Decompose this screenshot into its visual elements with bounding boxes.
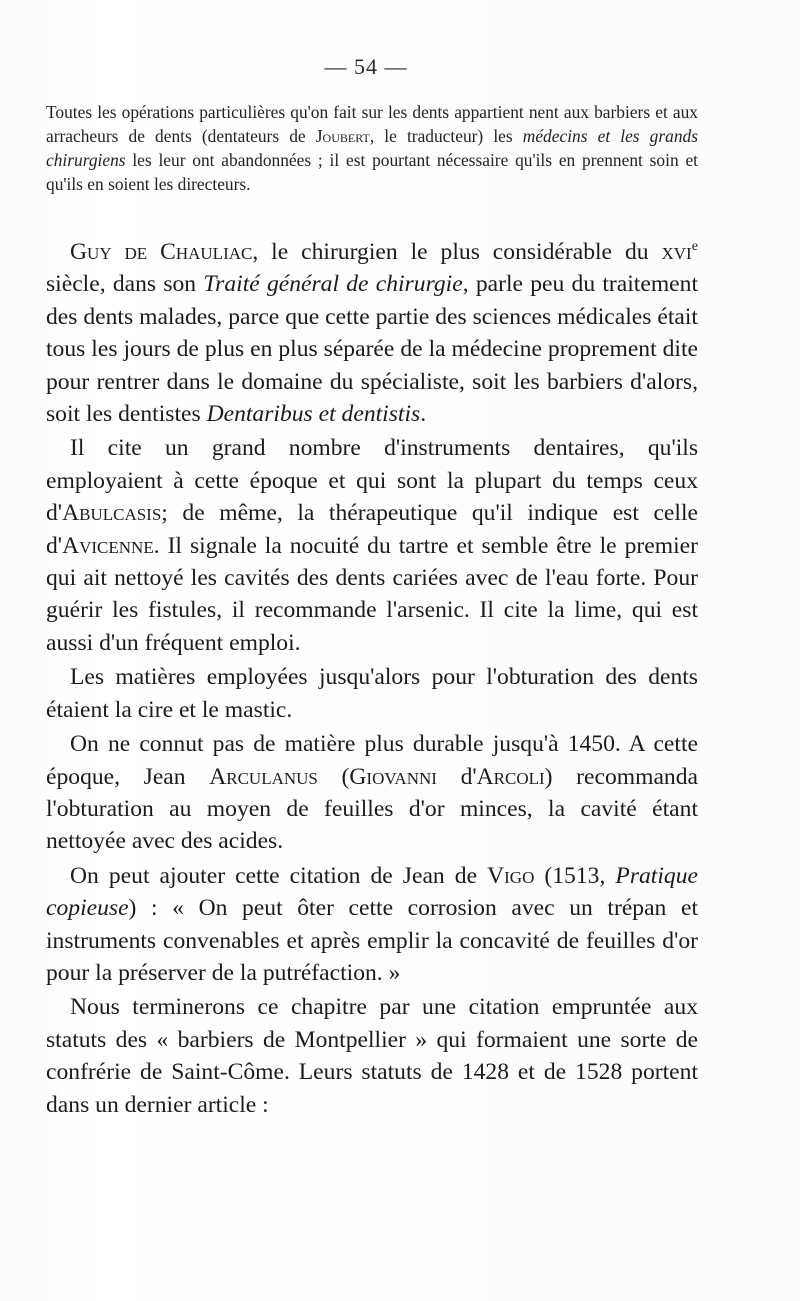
paragraph-5	[46, 860, 698, 990]
p4-text-2: (	[317, 763, 350, 790]
name-giovanni: Giovanni	[349, 763, 437, 790]
century-numeral: xvi	[661, 239, 692, 265]
quote-paragraph	[46, 100, 698, 196]
name-avicenne: Avicenne	[62, 532, 154, 559]
p1-text-1: , le chirurgien le plus considérable du	[252, 239, 662, 265]
paragraph-2	[46, 432, 698, 659]
p2-text-2: ; de même, la thérapeutique qu'il indique est celle d'	[46, 500, 698, 559]
main-text	[46, 236, 698, 1123]
paragraph-3: Les matières employées jusqu'alors pour l'obturation des dents étaient la cire et le mastic.	[46, 664, 698, 723]
p2-text-3: . Il signale la nocuité du tartre et semble être le premier qui ait nettoyé les cavités des dents cariées avec de l'eau forte. Pour guérir les fistules, il recommande l'arsenic. Il cite la lime, qui est aussi d'un fréquent emploi.	[46, 532, 698, 656]
quote-text-1: Toutes les opérations particulières qu'on fait sur les dents appartient nent aux barbiers et aux arracheurs de dents (dentateurs de	[46, 102, 698, 146]
name-abulcasis: Abulcasis	[62, 500, 162, 527]
quote-text-3: les leur ont abandonnées ; il est pourtant nécessaire qu'ils en prennent soin et qu'ils en soient les directeurs.	[46, 150, 698, 194]
quoted-passage	[46, 100, 698, 196]
p5-text-3: ) : « On peut ôter cette corrosion avec un trépan et instruments convenables et après emplir la concavité de feuilles d'or pour la préserver de la putréfaction. »	[46, 895, 698, 986]
name-arculanus: Arculanus	[209, 763, 318, 790]
latin-phrase: Dentaribus et dentistis	[206, 401, 421, 428]
p1-text-4: .	[420, 401, 427, 428]
p1-text-3: , parle peu du traitement des dents malades, parce que cette partie des sciences médicales était tous les jours de plus en plus séparée de la médecine proprement dite pour rentrer dans le domaine du spécialiste, soit les barbiers d'alors, soit les dentistes	[46, 271, 698, 428]
name-arcoli: Arcoli	[476, 763, 545, 790]
paragraph-4	[46, 728, 698, 858]
p5-text-2: (1513,	[534, 862, 616, 889]
quote-author-name: Joubert	[315, 126, 370, 146]
century-superscript: e	[691, 238, 698, 255]
book-title-pratique: Pratique copieuse	[46, 862, 698, 922]
paragraph-6: Nous terminerons ce chapitre par une citation empruntée aux statuts des « barbiers de Montpellier » qui formaient une sorte de confrérie de Saint-Côme. Leurs statuts de 1428 et de 1528 portent dans un dernier article :	[46, 994, 698, 1118]
page-number: — 54 —	[324, 54, 408, 79]
name-guy-de-chauliac: Guy de Chauliac	[70, 239, 253, 265]
paragraph-1	[46, 236, 698, 430]
p5-text-1: On peut ajouter cette citation de Jean de	[70, 862, 488, 889]
p4-text-4: ) recommanda l'obturation au moyen de feuilles d'or minces, la cavité étant nettoyée avec des acides.	[46, 763, 698, 855]
p4-text-3: d'	[436, 763, 477, 790]
quote-text-2: , le traducteur) les	[369, 126, 523, 146]
book-title-traite: Traité général de chirurgie	[203, 271, 463, 298]
p4-text-1: On ne connut pas de matière plus durable jusqu'à 1450. A cette époque, Jean	[46, 731, 698, 790]
name-vigo: Vigo	[487, 862, 535, 889]
quote-emphasis: médecins et les grands chirurgiens	[46, 126, 699, 170]
p2-text-1: Il cite un grand nombre d'instruments dentaires, qu'ils employaient à cette époque et qui sont la plupart du temps ceux d'	[46, 435, 698, 527]
p1-text-2: siècle, dans son	[46, 271, 204, 298]
